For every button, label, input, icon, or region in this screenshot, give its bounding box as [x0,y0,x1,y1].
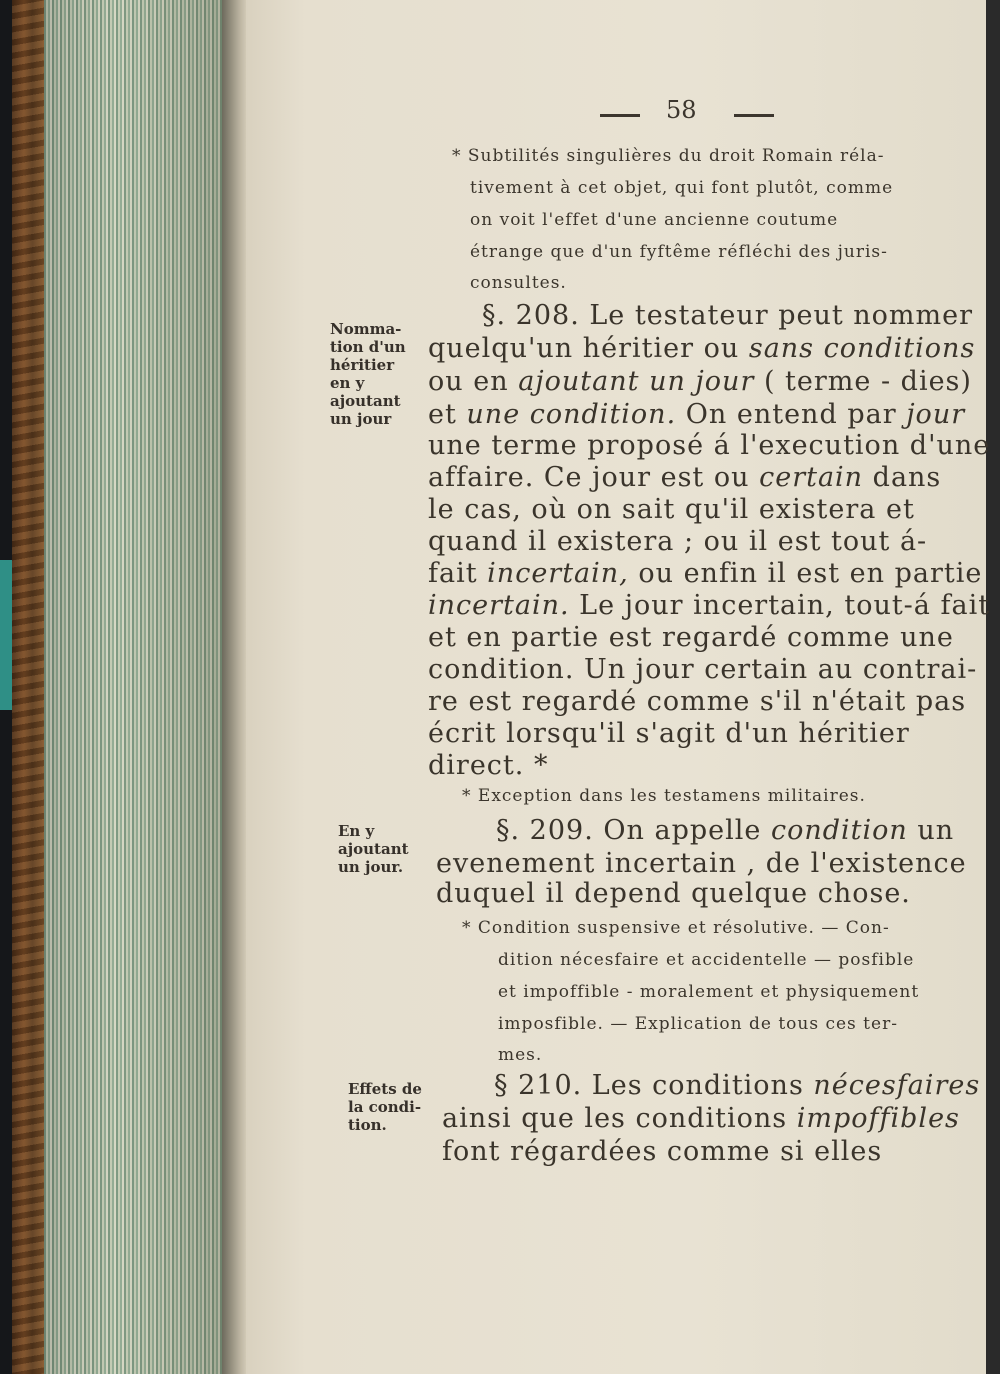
footnote-1-line: tivement à cet objet, qui font plutôt, comme [470,178,894,198]
text-run: § 210. Les conditions [494,1070,814,1101]
footnote-1-line: consultes. [470,273,567,293]
margin-note-line: héritier [330,356,395,374]
footnote-1-line: * Subtilités singulières du droit Romain réla- [452,146,885,166]
para-208-line: §. 208. Le testateur peut nommer [482,300,974,331]
para-210-line [494,1070,980,1101]
footnote-3-line: imposfible. — Explication de tous ces ter- [498,1014,898,1034]
text-run: quelqu'un héritier ou [428,333,749,364]
page-number: 58 [666,96,697,124]
footnote-1-line: on voit l'effet d'une ancienne coutume [470,210,839,230]
footnote-3-line: mes. [498,1045,543,1065]
footnote-3-line: et impoffible - moralement et physiquement [498,982,920,1002]
para-208-line: direct. * [428,750,549,781]
text-run: affaire. Ce jour est ou [428,462,760,493]
para-208-line: et en partie est regardé comme une [428,622,954,653]
italic-text-run: incertain, [487,558,629,589]
italic-text-run: une condition. [466,399,677,430]
text-run: et [428,399,467,430]
para-208-line [428,333,975,364]
text-run: ainsi que les conditions [442,1103,797,1134]
para-209-line [496,815,954,846]
para-208-line [428,366,972,397]
header-dash-right [734,114,774,117]
para-208-line: écrit lorsqu'il s'agit d'un héritier [428,718,910,749]
para-208-line: une terme proposé á l'execution d'une [428,430,991,461]
footnote-3-line: dition nécesfaire et accidentelle — posfible [498,950,915,970]
margin-note-3 [348,1080,422,1134]
para-208-line [428,399,965,430]
para-208-line [428,462,941,493]
para-208-line: re est regardé comme s'il n'était pas [428,686,967,717]
text-run: ou enfin il est en partie [628,558,983,589]
page-stack-edge [44,0,224,1374]
para-208-line: quand il existera ; ou il est tout á- [428,526,928,557]
italic-text-run: incertain. [428,590,570,621]
margin-note-line: ajoutant [338,840,409,858]
margin-note-line: tion d'un [330,338,406,356]
margin-note-line: Effets de [348,1080,422,1098]
italic-text-run: nécesfaires [813,1070,981,1101]
para-208-line: condition. Un jour certain au contrai- [428,654,978,685]
para-208-line: le cas, où on sait qu'il existera et [428,494,915,525]
page-number-header [600,96,780,136]
para-208-line [428,558,982,589]
header-dash-left [600,114,640,117]
margin-note-line: en y [330,374,365,392]
margin-note-line: En y [338,822,375,840]
text-run: dans [863,462,942,493]
margin-note-line: Nomma- [330,320,402,338]
text-run: fait [428,558,488,589]
italic-text-run: impoffibles [796,1103,960,1134]
italic-text-run: condition [770,815,908,846]
book-gutter [222,0,248,1374]
para-210-line [442,1103,960,1134]
text-run: ou en [428,366,519,397]
para-209-line: evenement incertain , de l'existence [436,848,967,879]
margin-note-line: tion. [348,1116,387,1134]
footnote-1-line: étrange que d'un fyftême réfléchi des juris- [470,242,888,262]
italic-text-run: certain [759,462,864,493]
footnote-2: * Exception dans les testamens militaires. [462,786,866,806]
para-209-line: duquel il depend quelque chose. [436,878,911,909]
text-run: ( terme - dies) [754,366,972,397]
italic-text-run: ajoutant un jour [518,366,755,397]
para-208-line [428,590,990,621]
margin-note-line: ajoutant [330,392,401,410]
text-run: On entend par [676,399,907,430]
scan-background-right [986,0,1000,1374]
margin-note-1 [330,320,406,428]
margin-note-line: un jour [330,410,392,428]
text-run: un [907,815,955,846]
italic-text-run: jour [906,399,966,430]
italic-text-run: sans conditions [748,333,976,364]
book-cover-edge [12,0,46,1374]
margin-note-line: la condi- [348,1098,422,1116]
margin-note-line: un jour. [338,858,404,876]
margin-note-2 [338,822,409,876]
text-run: §. 209. On appelle [496,815,771,846]
text-run: Le jour incertain, tout-á fait [569,590,991,621]
para-210-line: font régardées comme si elles [442,1136,883,1167]
footnote-3-line: * Condition suspensive et résolutive. — Con- [462,918,890,938]
